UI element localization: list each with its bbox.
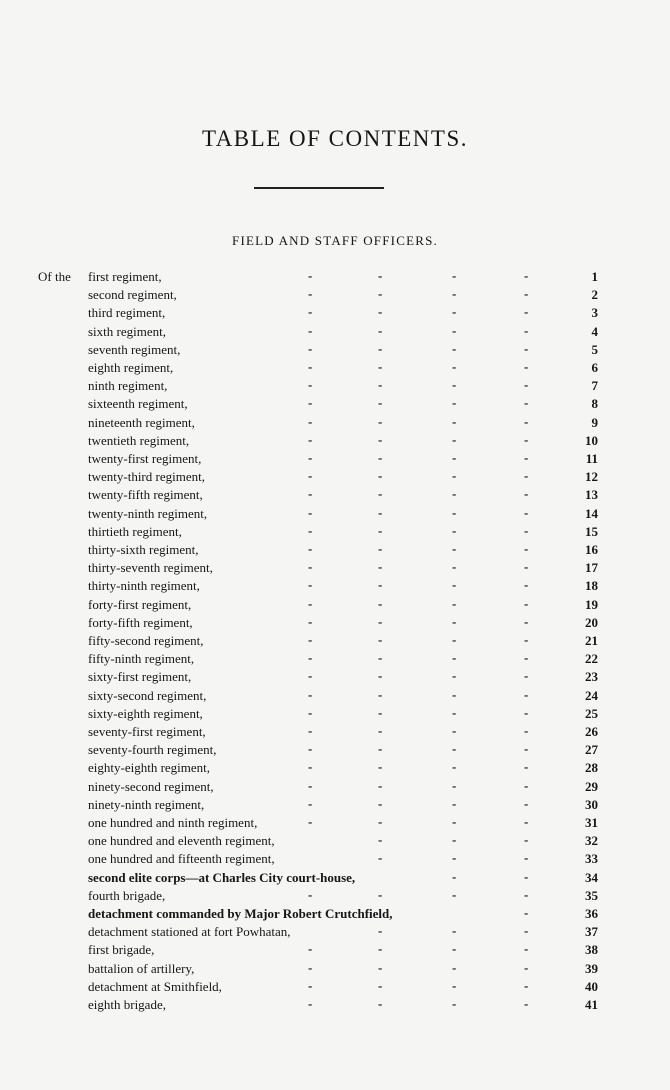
contents-entry[interactable] [0, 669, 670, 687]
entry-page-number: 37 [585, 924, 598, 940]
leader-dot: - [378, 777, 383, 793]
leader-dot: - [452, 541, 457, 556]
entry-page-number: 36 [585, 906, 598, 921]
contents-entry[interactable] [0, 578, 670, 596]
entry-label: sixth regiment, [88, 323, 166, 339]
contents-entry[interactable] [0, 415, 670, 433]
entry-label: first regiment, [88, 269, 162, 284]
entry-page-number: 25 [585, 705, 598, 721]
leader-dot: - [452, 632, 457, 647]
entry-label: detachment at Smithfield, [88, 978, 222, 994]
entry-label: twenty-third regiment, [88, 469, 205, 485]
leader-dot: - [378, 741, 383, 757]
contents-entry[interactable] [0, 524, 670, 542]
leader-dot: - [524, 941, 529, 957]
entry-page-number: 11 [585, 451, 598, 466]
leader-dot: - [452, 413, 457, 429]
leader-dot: - [378, 413, 383, 429]
entry-label: twenty-ninth regiment, [88, 505, 208, 521]
entry-label: one hundred and fifteenth regiment, [88, 851, 275, 867]
leader-dot: - [378, 923, 383, 939]
leader-dot: - [452, 741, 457, 757]
leader-dot: - [308, 522, 313, 538]
leader-dot: - [452, 340, 457, 356]
contents-entry[interactable] [0, 942, 670, 960]
entry-label: sixteenth regiment, [88, 396, 188, 412]
page-title: TABLE OF CONTENTS. [201, 126, 469, 151]
leader-dot: - [378, 359, 383, 374]
leader-dot: - [308, 668, 313, 684]
contents-entry[interactable] [0, 324, 670, 342]
contents-entry[interactable] [0, 287, 670, 305]
leader-dot: - [378, 322, 383, 338]
entry-page-number: 22 [585, 651, 598, 667]
leader-dot: - [524, 923, 529, 939]
leader-dot: - [524, 322, 529, 338]
leader-dot: - [524, 686, 529, 702]
leader-dot: - [524, 868, 529, 884]
leader-dot: - [452, 686, 457, 702]
entry-page-number: 38 [585, 942, 598, 958]
leader-dot: - [452, 268, 457, 283]
contents-entry[interactable] [0, 797, 670, 815]
entry-page-number: 15 [585, 523, 598, 539]
leader-dot: - [452, 486, 457, 502]
leader-dot: - [452, 668, 457, 684]
entry-label: ninety-second regiment, [88, 778, 214, 794]
leader-dot: - [378, 559, 383, 575]
entry-label: detachment commanded by Major Robert Crutchfield, [88, 906, 393, 921]
leader-dot: - [524, 977, 529, 993]
entry-label: first brigade, [88, 942, 155, 958]
contents-entry[interactable] [0, 924, 670, 942]
entry-label: forty-first regiment, [88, 596, 192, 612]
entry-label: thirty-sixth regiment, [88, 542, 199, 557]
entry-page-number: 18 [585, 578, 598, 594]
entry-label: eighty-eighth regiment, [88, 760, 211, 776]
contents-entry[interactable] [0, 760, 670, 778]
leader-dot: - [308, 959, 313, 975]
leader-dot: - [378, 886, 383, 902]
leader-dot: - [308, 577, 313, 593]
leader-dot: - [308, 941, 313, 957]
entry-page-number: 31 [585, 815, 598, 830]
leader-dot: - [524, 286, 529, 302]
leader-dot: - [308, 795, 313, 811]
entry-label: seventy-first regiment, [88, 724, 206, 739]
contents-entry[interactable] [0, 506, 670, 524]
leader-dot: - [524, 468, 529, 484]
leader-dot: - [308, 777, 313, 793]
entry-page-number: 12 [585, 469, 598, 485]
entry-label: ninety-ninth regiment, [88, 796, 205, 812]
leader-dot: - [308, 632, 313, 647]
contents-entry[interactable] [0, 615, 670, 633]
leader-dot: - [452, 322, 457, 338]
entry-page-number: 21 [585, 633, 598, 648]
leader-dot: - [378, 468, 383, 484]
leader-dot: - [524, 377, 529, 393]
leader-dot: - [308, 377, 313, 393]
leader-dot: - [524, 650, 529, 666]
leader-dot: - [452, 795, 457, 811]
lead-text: Of the [38, 269, 71, 284]
leader-dot: - [452, 777, 457, 793]
contents-entry[interactable] [0, 469, 670, 487]
leader-dot: - [308, 723, 313, 738]
contents-entry[interactable] [0, 451, 670, 469]
leader-dot: - [308, 759, 313, 775]
entry-page-number: 16 [585, 542, 598, 557]
contents-entry[interactable] [0, 560, 670, 578]
entry-label: thirtieth regiment, [88, 523, 182, 539]
entry-label: twentieth regiment, [88, 432, 190, 448]
leader-dot: - [378, 977, 383, 993]
entry-label: eighth brigade, [88, 997, 166, 1012]
entry-page-number: 19 [585, 596, 598, 612]
contents-entry[interactable] [0, 870, 670, 888]
leader-dot: - [452, 886, 457, 902]
contents-entry[interactable] [0, 706, 670, 724]
leader-dot: - [524, 741, 529, 757]
entry-page-number: 9 [591, 414, 598, 430]
contents-entry[interactable] [0, 833, 670, 851]
contents-entry[interactable] [0, 688, 670, 706]
contents-entry[interactable] [0, 979, 670, 997]
entry-page-number: 34 [585, 869, 598, 885]
leader-dot: - [308, 686, 313, 702]
leader-dot: - [378, 759, 383, 775]
leader-dot: - [524, 559, 529, 575]
contents-entry[interactable] [0, 779, 670, 797]
entry-label: twenty-fifth regiment, [88, 487, 203, 503]
leader-dot: - [452, 304, 457, 320]
leader-dot: - [378, 577, 383, 593]
contents-entry[interactable] [0, 997, 670, 1015]
leader-dot: - [452, 977, 457, 993]
leader-dot: - [452, 377, 457, 393]
entry-page-number: 13 [585, 487, 598, 503]
entry-label: second regiment, [88, 287, 177, 303]
leader-dot: - [308, 504, 313, 520]
leader-dot: - [378, 286, 383, 302]
entry-page-number: 41 [585, 997, 598, 1012]
leader-dot: - [524, 450, 529, 465]
contents-entry[interactable] [0, 305, 670, 323]
entry-page-number: 8 [591, 396, 598, 412]
leader-dot: - [308, 741, 313, 757]
leader-dot: - [452, 395, 457, 411]
leader-dot: - [452, 759, 457, 775]
leader-dot: - [452, 359, 457, 374]
leader-dot: - [308, 650, 313, 666]
leader-dot: - [378, 504, 383, 520]
leader-dot: - [378, 304, 383, 320]
leader-dot: - [308, 450, 313, 465]
entry-page-number: 27 [585, 742, 598, 758]
leader-dot: - [308, 431, 313, 447]
leader-dot: - [378, 541, 383, 556]
entry-page-number: 4 [591, 323, 598, 339]
entry-page-number: 39 [585, 960, 598, 976]
leader-dot: - [308, 268, 313, 283]
leader-dot: - [308, 322, 313, 338]
entry-page-number: 20 [585, 614, 598, 630]
leader-dot: - [308, 286, 313, 302]
leader-dot: - [452, 832, 457, 848]
section-heading: FIELD AND STAFF OFFICERS. [232, 233, 438, 248]
contents-entry[interactable] [0, 651, 670, 669]
leader-dot: - [378, 814, 383, 829]
leader-dot: - [524, 996, 529, 1011]
leader-dot: - [378, 377, 383, 393]
contents-entry[interactable] [0, 724, 670, 742]
leader-dot: - [308, 704, 313, 720]
leader-dot: - [524, 959, 529, 975]
leader-dot: - [524, 304, 529, 320]
leader-dot: - [524, 577, 529, 593]
leader-dot: - [378, 996, 383, 1011]
leader-dot: - [452, 522, 457, 538]
entry-label: one hundred and ninth regiment, [88, 815, 258, 830]
leader-dot: - [452, 996, 457, 1011]
contents-entry[interactable] [0, 815, 670, 833]
entry-page-number: 14 [585, 505, 598, 521]
leader-dot: - [378, 941, 383, 957]
leader-dot: - [524, 359, 529, 374]
leader-dot: - [378, 959, 383, 975]
leader-dot: - [308, 359, 313, 374]
leader-dot: - [452, 504, 457, 520]
leader-dot: - [378, 650, 383, 666]
entry-label: fifty-ninth regiment, [88, 651, 195, 667]
leader-dot: - [378, 613, 383, 629]
leader-dot: - [524, 486, 529, 502]
leader-dot: - [308, 395, 313, 411]
entry-page-number: 23 [585, 669, 598, 685]
leader-dot: - [378, 595, 383, 611]
entry-label: battalion of artillery, [88, 960, 195, 976]
entry-label: nineteenth regiment, [88, 414, 195, 430]
leader-dot: - [452, 723, 457, 738]
leader-dot: - [308, 559, 313, 575]
leader-dot: - [452, 941, 457, 957]
contents-entry[interactable] [0, 378, 670, 396]
leader-dot: - [524, 814, 529, 829]
entry-page-number: 29 [585, 778, 598, 794]
entry-page-number: 5 [591, 341, 598, 357]
entry-label: sixty-second regiment, [88, 687, 207, 703]
entry-label: ninth regiment, [88, 378, 168, 394]
entry-page-number: 3 [591, 305, 598, 321]
leader-dot: - [524, 632, 529, 647]
leader-dot: - [378, 395, 383, 411]
leader-dot: - [378, 850, 383, 866]
leader-dot: - [524, 723, 529, 738]
entry-page-number: 33 [585, 851, 598, 867]
entry-label: eighth regiment, [88, 360, 174, 375]
leader-dot: - [378, 632, 383, 647]
leader-dot: - [524, 268, 529, 283]
entry-page-number: 32 [585, 833, 598, 849]
leader-dot: - [308, 595, 313, 611]
entry-label: thirty-ninth regiment, [88, 578, 200, 594]
leader-dot: - [308, 304, 313, 320]
entry-page-number: 35 [585, 887, 598, 903]
leader-dot: - [378, 340, 383, 356]
leader-dot: - [308, 468, 313, 484]
entry-label: thirty-seventh regiment, [88, 560, 213, 576]
entry-label: detachment stationed at fort Powhatan, [88, 924, 291, 940]
leader-dot: - [524, 613, 529, 629]
contents-entry[interactable] [0, 597, 670, 615]
leader-dot: - [452, 613, 457, 629]
leader-dot: - [452, 595, 457, 611]
leader-dot: - [524, 905, 529, 920]
leader-dot: - [452, 704, 457, 720]
leader-dot: - [452, 650, 457, 666]
contents-entry[interactable] [0, 742, 670, 760]
leader-dot: - [452, 286, 457, 302]
leader-dot: - [524, 522, 529, 538]
entry-label: sixty-eighth regiment, [88, 705, 203, 721]
leader-dot: - [524, 886, 529, 902]
leader-dot: - [524, 504, 529, 520]
leader-dot: - [524, 668, 529, 684]
entry-page-number: 17 [585, 560, 598, 576]
contents-entry[interactable] [0, 906, 670, 924]
leader-dot: - [524, 832, 529, 848]
leader-dot: - [452, 468, 457, 484]
leader-dot: - [378, 268, 383, 283]
entry-page-number: 10 [585, 432, 598, 448]
leader-dot: - [452, 814, 457, 829]
entry-label: third regiment, [88, 305, 166, 321]
contents-entry[interactable] [0, 433, 670, 451]
entry-page-number: 6 [591, 360, 598, 375]
leader-dot: - [524, 777, 529, 793]
leader-dot: - [524, 759, 529, 775]
entry-label: second elite corps—at Charles City court-house, [88, 869, 356, 885]
leader-dot: - [524, 541, 529, 556]
leader-dot: - [524, 704, 529, 720]
leader-dot: - [524, 850, 529, 866]
leader-dot: - [524, 395, 529, 411]
leader-dot: - [452, 559, 457, 575]
title-rule [254, 187, 384, 189]
contents-entry[interactable] [0, 851, 670, 869]
leader-dot: - [378, 686, 383, 702]
leader-dot: - [524, 340, 529, 356]
entry-label: twenty-first regiment, [88, 451, 202, 466]
leader-dot: - [308, 413, 313, 429]
contents-entry[interactable] [0, 396, 670, 414]
leader-dot: - [308, 340, 313, 356]
leader-dot: - [378, 522, 383, 538]
leader-dot: - [378, 704, 383, 720]
leader-dot: - [524, 413, 529, 429]
entry-label: seventh regiment, [88, 341, 181, 357]
contents-entry[interactable] [0, 888, 670, 906]
leader-dot: - [308, 613, 313, 629]
contents-entry[interactable] [0, 342, 670, 360]
leader-dot: - [452, 923, 457, 939]
leader-dot: - [308, 977, 313, 993]
leader-dot: - [378, 431, 383, 447]
entry-page-number: 30 [585, 796, 598, 812]
entry-page-number: 24 [585, 687, 598, 703]
leader-dot: - [378, 668, 383, 684]
entry-label: seventy-fourth regiment, [88, 742, 217, 758]
contents-entry[interactable] [0, 360, 670, 378]
leader-dot: - [524, 795, 529, 811]
leader-dot: - [378, 723, 383, 738]
leader-dot: - [524, 595, 529, 611]
leader-dot: - [308, 886, 313, 902]
leader-dot: - [308, 814, 313, 829]
entry-page-number: 40 [585, 978, 598, 994]
leader-dot: - [308, 486, 313, 502]
leader-dot: - [378, 832, 383, 848]
entry-label: fourth brigade, [88, 887, 166, 903]
leader-dot: - [308, 996, 313, 1011]
leader-dot: - [378, 486, 383, 502]
leader-dot: - [452, 450, 457, 465]
contents-entry[interactable] [0, 269, 670, 287]
entry-label: forty-fifth regiment, [88, 614, 193, 630]
leader-dot: - [378, 450, 383, 465]
leader-dot: - [452, 431, 457, 447]
contents-entry[interactable] [0, 961, 670, 979]
contents-entry[interactable] [0, 633, 670, 651]
entry-page-number: 1 [591, 269, 598, 284]
entry-label: sixty-first regiment, [88, 669, 192, 685]
leader-dot: - [452, 959, 457, 975]
entry-page-number: 7 [591, 378, 598, 394]
entry-page-number: 28 [585, 760, 598, 776]
entry-page-number: 26 [585, 724, 598, 739]
leader-dot: - [308, 541, 313, 556]
leader-dot: - [524, 431, 529, 447]
entry-page-number: 2 [591, 287, 598, 303]
leader-dot: - [452, 850, 457, 866]
entry-label: fifty-second regiment, [88, 633, 204, 648]
leader-dot: - [378, 795, 383, 811]
leader-dot: - [452, 868, 457, 884]
contents-entry[interactable] [0, 542, 670, 560]
entry-label: one hundred and eleventh regiment, [88, 833, 275, 849]
leader-dot: - [452, 577, 457, 593]
contents-entry[interactable] [0, 487, 670, 505]
